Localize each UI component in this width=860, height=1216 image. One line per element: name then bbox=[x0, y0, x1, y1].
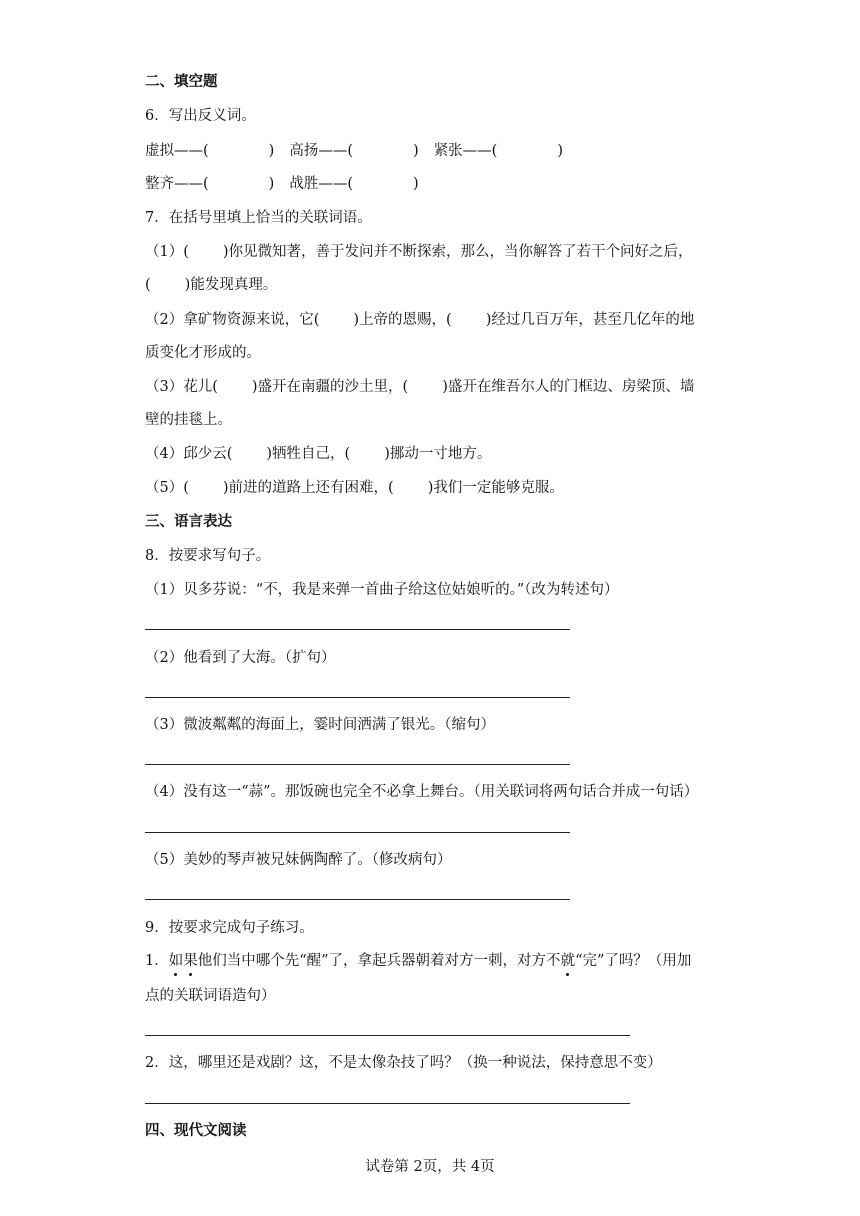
question-7-sentence-5 bbox=[145, 478, 564, 498]
sentence-text: )能发现真理。 bbox=[184, 277, 278, 293]
sentence-text: )上帝的恩赐，( bbox=[353, 312, 452, 328]
question-7-sentence-1 bbox=[145, 242, 693, 262]
question-8-item-4: （4）没有这一“蒜”。那饭碗也完全不必拿上舞台。（用关联词将两句话合并成一句话） bbox=[145, 784, 699, 800]
question-8-item-5: （5）美妙的琴声被兄妹俩陶醉了。（修改病句） bbox=[145, 852, 452, 868]
sentence-text: )盛开在维吾尔人的门框边、房梁顶、墙 bbox=[442, 379, 695, 395]
question-6-row-1 bbox=[145, 141, 563, 161]
antonym-word: 战胜——( bbox=[289, 176, 354, 192]
question-7-sentence-2-cont: 质变化才形成的。 bbox=[145, 345, 261, 361]
antonym-word: 高扬——( bbox=[289, 143, 354, 159]
question-8-item-1: （1）贝多芬说：“不，我是来弹一首曲子给这位姑娘听的。”（改为转述句） bbox=[145, 582, 619, 598]
sentence-text: )盛开在南疆的沙土里，( bbox=[251, 379, 409, 395]
sentence-text: )你见微知著，善于发问并不断探索，那么，当你解答了若干个问好之后， bbox=[222, 244, 693, 260]
answer-line[interactable] bbox=[145, 899, 570, 900]
question-7-sentence-3 bbox=[145, 377, 694, 397]
sentence-text: ( bbox=[145, 277, 151, 293]
question-9-item-2: 2．这，哪里还是戏剧？这，不是太像杂技了吗？（换一种说法，保持意思不变） bbox=[145, 1055, 662, 1071]
question-7-sentence-2 bbox=[145, 310, 694, 330]
sentence-text: )牺牲自己，( bbox=[266, 446, 351, 462]
question-7-sentence-3-cont: 壁的挂毯上。 bbox=[145, 412, 232, 428]
question-9-item-1 bbox=[145, 951, 691, 971]
section-heading-language-expression: 三、语言表达 bbox=[145, 514, 232, 530]
paren-close: ) bbox=[268, 143, 275, 159]
answer-line[interactable] bbox=[145, 832, 570, 833]
antonym-word: 虚拟——( bbox=[145, 143, 209, 159]
sentence-text: （1）( bbox=[145, 244, 189, 260]
question-9-prompt: 9．按要求完成句子练习。 bbox=[145, 920, 314, 936]
item-number: 1． bbox=[145, 953, 169, 969]
sentence-text: （4）邱少云( bbox=[145, 446, 233, 462]
question-6-prompt: 6．写出反义词。 bbox=[145, 108, 256, 124]
paren-close: ) bbox=[557, 143, 564, 159]
question-7-sentence-1-cont bbox=[145, 275, 277, 295]
answer-line[interactable] bbox=[145, 629, 570, 630]
emphasized-word: 果 bbox=[183, 953, 198, 969]
sentence-text: )我们一定能够克服。 bbox=[427, 480, 564, 496]
antonym-word: 紧张——( bbox=[433, 143, 498, 159]
answer-line[interactable] bbox=[145, 1035, 630, 1036]
question-9-item-1-cont: 点的关联词语造句） bbox=[145, 988, 276, 1004]
section-heading-fill-blank: 二、填空题 bbox=[145, 74, 218, 90]
sentence-text: )经过几百万年，甚至几亿年的地 bbox=[485, 312, 695, 328]
page-footer: 试卷第 2页，共 4页 bbox=[365, 1159, 495, 1175]
sentence-text: )前进的道路上还有困难，( bbox=[222, 480, 394, 496]
question-6-row-2 bbox=[145, 174, 419, 194]
answer-line[interactable] bbox=[145, 1103, 630, 1104]
paren-close: ) bbox=[413, 176, 419, 192]
antonym-word: 整齐——( bbox=[145, 176, 209, 192]
sentence-text: “完”了吗？（用加 bbox=[575, 953, 692, 969]
sentence-text: （2）拿矿物资源来说，它( bbox=[145, 312, 320, 328]
emphasized-word: 就 bbox=[560, 953, 576, 969]
sentence-text: )挪动一寸地方。 bbox=[384, 446, 492, 462]
sentence-text: （5）( bbox=[145, 480, 189, 496]
answer-line[interactable] bbox=[145, 697, 570, 698]
section-heading-modern-reading: 四、现代文阅读 bbox=[145, 1123, 247, 1139]
question-8-item-2: （2）他看到了大海。（扩句） bbox=[145, 650, 336, 666]
emphasized-word: 如 bbox=[168, 953, 184, 969]
sentence-text: （3）花儿( bbox=[145, 379, 218, 395]
paren-close: ) bbox=[268, 176, 275, 192]
sentence-text: 他们当中哪个先“醒”了，拿起兵器朝着对方一刺，对方不 bbox=[197, 953, 561, 969]
paren-close: ) bbox=[413, 143, 419, 159]
question-7-prompt: 7．在括号里填上恰当的关联词语。 bbox=[145, 210, 372, 226]
question-7-sentence-4 bbox=[145, 444, 491, 464]
question-8-prompt: 8．按要求写句子。 bbox=[145, 548, 271, 564]
question-8-item-3: （3）微波粼粼的海面上，霎时间洒满了银光。（缩句） bbox=[145, 717, 495, 733]
answer-line[interactable] bbox=[145, 764, 570, 765]
